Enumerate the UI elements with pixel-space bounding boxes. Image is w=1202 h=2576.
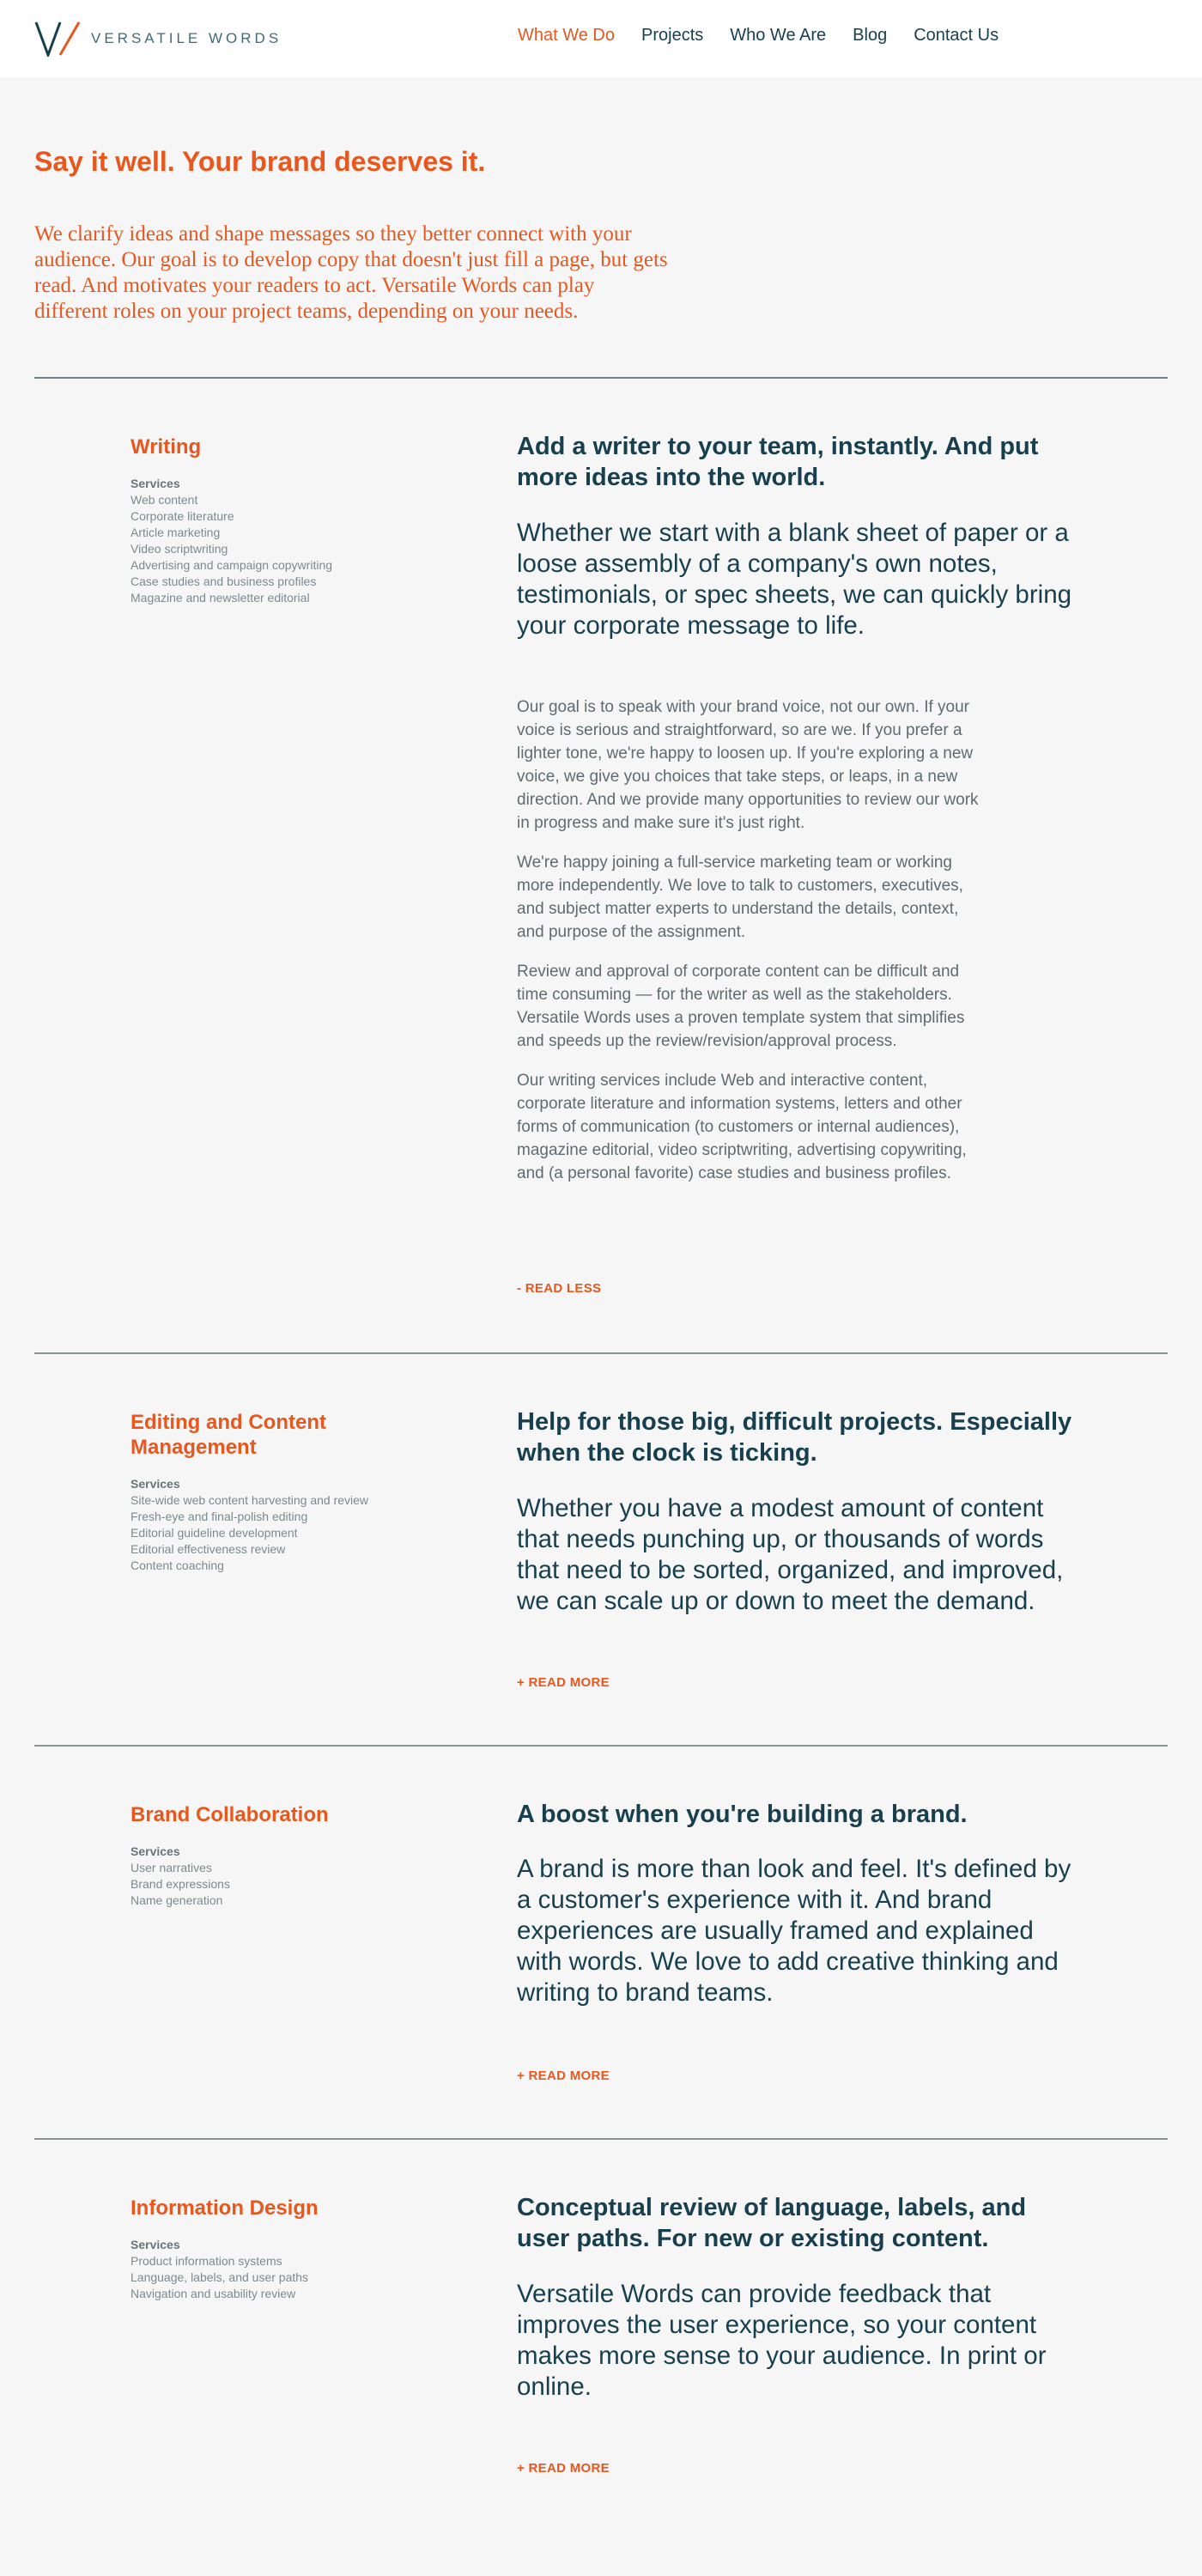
read-more-link[interactable]: + READ MORE (517, 2461, 610, 2476)
service-item: Site-wide web content harvesting and review (131, 1493, 369, 1507)
service-item: Name generation (131, 1893, 223, 1907)
site-header (0, 0, 1202, 77)
section-subhead: Versatile Words can provide feedback that improves the user experience, so your content makes more sense to your audience. In print or online. (517, 2280, 1047, 2401)
section-lead: Help for those big, difficult projects. Especially when the clock is ticking. (517, 1408, 1072, 1467)
services-list (131, 476, 332, 606)
service-item: Magazine and newsletter editorial (131, 591, 310, 605)
service-item: Language, labels, and user paths (131, 2270, 309, 2284)
services-label: Services (131, 1844, 180, 1858)
section-body (517, 696, 980, 1201)
hero-title: Say it well. Your brand deserves it. (34, 146, 486, 177)
service-item: Fresh-eye and final-polish editing (131, 1510, 308, 1523)
read-more-link[interactable]: + READ MORE (517, 1675, 610, 1690)
read-more-link[interactable]: + READ MORE (517, 2069, 610, 2083)
service-item: Corporate literature (131, 509, 234, 523)
section-divider (34, 1745, 1168, 1747)
nav-what-we-do[interactable]: What We Do (518, 26, 615, 45)
nav-who-we-are[interactable]: Who We Are (730, 26, 827, 45)
service-item: Product information systems (131, 2254, 282, 2268)
body-paragraph: Our writing services include Web and interactive content, corporate literature and information systems, letters and other forms of communication (to customers or internal audiences), magazine editorial, video scriptwriting, advertising copywriting, and (a personal favorite) case studies and business profiles. (517, 1072, 967, 1182)
logo-mark-icon (34, 21, 81, 57)
section-lead: Add a writer to your team, instantly. And put more ideas into the world. (517, 433, 1039, 491)
services-list (131, 1844, 230, 1909)
service-item: Navigation and usability review (131, 2287, 296, 2300)
nav-blog[interactable]: Blog (853, 26, 888, 45)
section-subhead: A brand is more than look and feel. It's defined by a customer's experience with it. And brand experiences are usually framed and explained with words. We love to add creative thinking and writing to brand teams. (517, 1855, 1071, 2007)
body-paragraph: Review and approval of corporate content can be difficult and time consuming — for the writer as well as the stakeholders. Versatile Words uses a proven template system that simplifies and speeds up the review/revision/approval process. (517, 963, 965, 1050)
services-list (131, 1476, 368, 1574)
nav-contact-us[interactable]: Contact Us (914, 26, 999, 45)
read-less-link[interactable]: - READ LESS (517, 1281, 602, 1296)
service-item: Brand expressions (131, 1877, 230, 1891)
section-title: Editing and Content Management (131, 1411, 326, 1459)
service-item: Content coaching (131, 1558, 224, 1572)
section-title: Information Design (131, 2196, 319, 2220)
service-item: Case studies and business profiles (131, 574, 317, 588)
services-label: Services (131, 1477, 180, 1491)
section-divider (34, 377, 1168, 379)
hero-text: We clarify ideas and shape messages so they better connect with your audience. Our goal is to develop copy that doesn't just fill a page, but gets read. And motivates your readers to act. Versatile Words can play different roles on your project teams, depending on your needs. (34, 222, 668, 323)
section-divider (34, 2138, 1168, 2140)
body-paragraph: We're happy joining a full-service marketing team or working more independently. We love to talk to customers, executives, and subject matter experts to understand the details, context, and purpose of the assignment. (517, 854, 963, 941)
section-lead: A boost when you're building a brand. (517, 1801, 968, 1828)
service-item: Editorial effectiveness review (131, 1542, 286, 1556)
service-item: Web content (131, 493, 198, 507)
section-lead: Conceptual review of language, labels, and user paths. For new or existing content. (517, 2194, 1027, 2252)
section-subhead: Whether we start with a blank sheet of paper or a loose assembly of a company's own notes, testimonials, or spec sheets, we can quickly bring your corporate message to life. (517, 519, 1072, 640)
services-label: Services (131, 477, 180, 490)
logo-text: VERSATILE WORDS (91, 30, 282, 46)
logo[interactable] (34, 21, 282, 57)
service-item: Video scriptwriting (131, 542, 228, 556)
section-subhead: Whether you have a modest amount of content that needs punching up, or thousands of words that need to be sorted, organized, and improved, we can scale up or down to meet the demand. (517, 1494, 1064, 1615)
nav-projects[interactable]: Projects (641, 26, 704, 45)
section-title: Brand Collaboration (131, 1803, 329, 1826)
services-label: Services (131, 2238, 180, 2251)
section-title: Writing (131, 435, 202, 459)
section-divider (34, 1352, 1168, 1354)
body-paragraph: Our goal is to speak with your brand voice, not our own. If your voice is serious and straightforward, so are we. If you prefer a lighter tone, we're happy to loosen up. If you're exploring a new voice, we give you choices that take steps, or leaps, in a new direction. And we provide many opportunities to review our work in progress and make sure it's just right. (517, 698, 979, 832)
service-item: Advertising and campaign copywriting (131, 558, 333, 572)
service-item: Article marketing (131, 526, 221, 539)
service-item: Editorial guideline development (131, 1526, 298, 1540)
service-item: User narratives (131, 1861, 212, 1874)
services-list (131, 2237, 308, 2302)
main-nav (518, 26, 999, 46)
